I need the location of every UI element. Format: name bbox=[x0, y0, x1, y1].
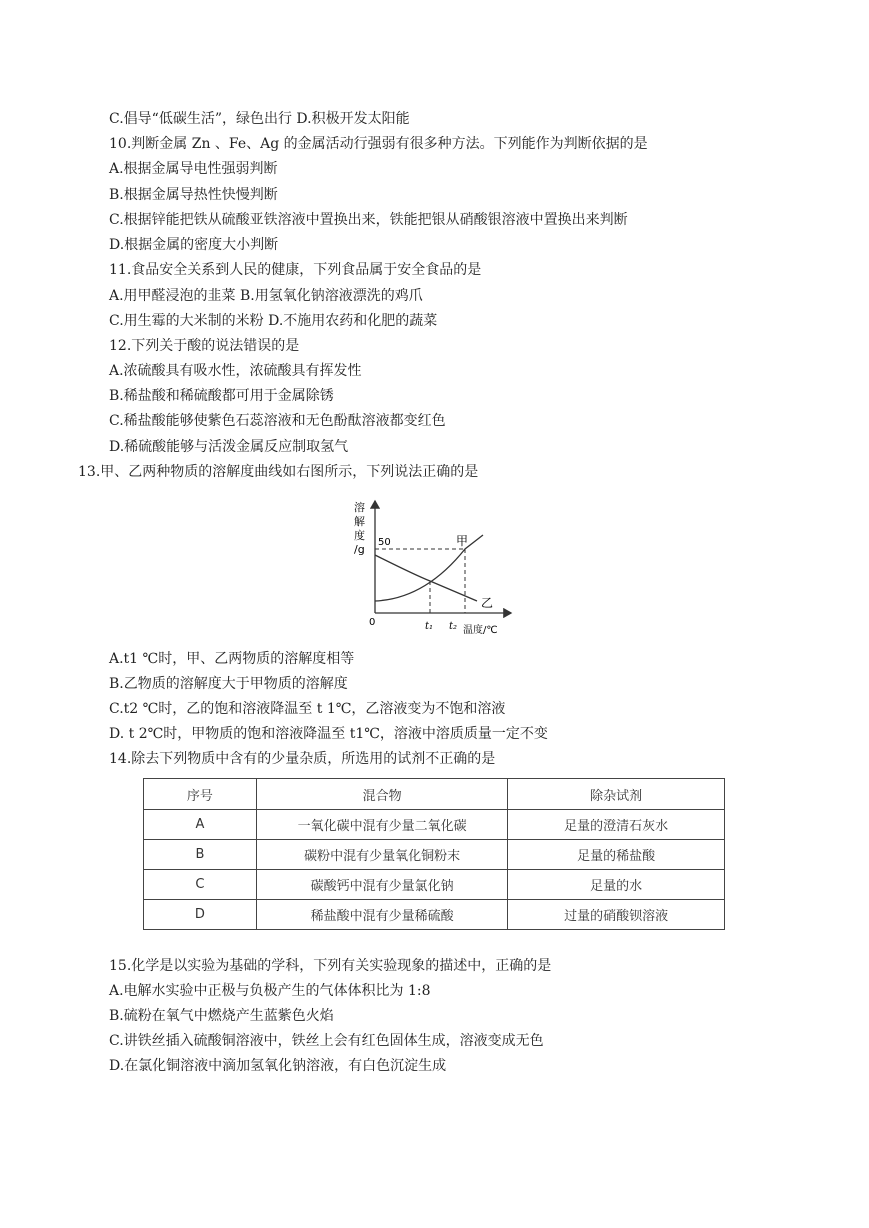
option-12c: C.稀盐酸能够使紫色石蕊溶液和无色酚酞溶液都变红色 bbox=[109, 413, 446, 429]
cell-index: C bbox=[144, 870, 257, 900]
cell-reagent: 足量的水 bbox=[508, 870, 725, 900]
table-row bbox=[144, 840, 725, 870]
cell-mixture: 稀盐酸中混有少量稀硫酸 bbox=[256, 900, 508, 930]
option-11ab: A.用甲醛浸泡的韭菜 B.用氢氧化钠溶液漂洗的鸡爪 bbox=[109, 288, 423, 304]
t2-label: t₂ bbox=[449, 621, 458, 632]
option-10c: C.根据锌能把铁从硫酸亚铁溶液中置换出来，铁能把银从硝酸银溶液中置换出来判断 bbox=[109, 212, 628, 228]
cell-reagent: 足量的澄清石灰水 bbox=[508, 810, 725, 840]
option-15b: B.硫粉在氧气中燃烧产生蓝紫色火焰 bbox=[109, 1008, 334, 1024]
question-11: 11.食品安全关系到人民的健康，下列食品属于安全食品的是 bbox=[109, 262, 482, 278]
y-label-4: /g bbox=[354, 543, 365, 556]
cell-index: A bbox=[144, 810, 257, 840]
table-row bbox=[144, 900, 725, 930]
label-yi: 乙 bbox=[481, 596, 494, 610]
t1-label: t₁ bbox=[425, 621, 434, 632]
table-row bbox=[144, 870, 725, 900]
y-tick-50: 50 bbox=[378, 537, 391, 548]
solubility-graph-svg bbox=[345, 495, 515, 643]
y-label-3: 度 bbox=[354, 529, 365, 542]
cell-mixture: 碳酸钙中混有少量氯化钠 bbox=[256, 870, 508, 900]
option-12a: A.浓硫酸具有吸水性，浓硫酸具有挥发性 bbox=[109, 363, 362, 379]
option-13a: A.t1 ℃时，甲、乙两物质的溶解度相等 bbox=[109, 651, 355, 667]
cell-reagent: 足量的稀盐酸 bbox=[508, 840, 725, 870]
option-12d: D.稀硫酸能够与活泼金属反应制取氢气 bbox=[109, 439, 349, 455]
table-row bbox=[144, 810, 725, 840]
option-12b: B.稀盐酸和稀硫酸都可用于金属除锈 bbox=[109, 388, 334, 404]
cell-mixture: 一氧化碳中混有少量二氧化碳 bbox=[256, 810, 508, 840]
curve-yi bbox=[375, 555, 477, 601]
reagent-table bbox=[143, 778, 725, 930]
y-label-2: 解 bbox=[354, 515, 365, 528]
y-label-1: 溶 bbox=[354, 501, 365, 514]
cell-index: B bbox=[144, 840, 257, 870]
header-index: 序号 bbox=[144, 779, 257, 810]
option-15a: A.电解水实验中正极与负极产生的气体体积比为 1:8 bbox=[109, 983, 431, 999]
option-10a: A.根据金属导电性强弱判断 bbox=[109, 161, 278, 177]
option-13c: C.t2 ℃时，乙的饱和溶液降温至 t 1℃，乙溶液变为不饱和溶液 bbox=[109, 701, 506, 717]
table-header-row bbox=[144, 779, 725, 810]
solubility-graph bbox=[345, 495, 515, 643]
cell-reagent: 过量的硝酸钡溶液 bbox=[508, 900, 725, 930]
header-mixture: 混合物 bbox=[256, 779, 508, 810]
option-13b: B.乙物质的溶解度大于甲物质的溶解度 bbox=[109, 676, 348, 692]
label-jia: 甲 bbox=[456, 534, 469, 548]
option-15c: C.讲铁丝插入硫酸铜溶液中，铁丝上会有红色固体生成，溶液变成无色 bbox=[109, 1033, 544, 1049]
question-14: 14.除去下列物质中含有的少量杂质，所选用的试剂不正确的是 bbox=[109, 751, 496, 767]
option-10d: D.根据金属的密度大小判断 bbox=[109, 237, 279, 253]
option-13d: D. t 2℃时，甲物质的饱和溶液降温至 t1℃，溶液中溶质质量一定不变 bbox=[109, 726, 548, 742]
question-15: 15.化学是以实验为基础的学科，下列有关实验现象的描述中，正确的是 bbox=[109, 958, 552, 974]
question-10: 10.判断金属 Zn 、Fe、Ag 的金属活动行强弱有很多种方法。下列能作为判断依据的是 bbox=[109, 136, 648, 152]
origin-label: 0 bbox=[369, 617, 376, 628]
cell-index: D bbox=[144, 900, 257, 930]
option-10b: B.根据金属导热性快慢判断 bbox=[109, 187, 278, 203]
text-line: C.倡导“低碳生活”，绿色出行 D.积极开发太阳能 bbox=[109, 111, 410, 127]
question-12: 12.下列关于酸的说法错误的是 bbox=[109, 338, 300, 354]
cell-mixture: 碳粉中混有少量氧化铜粉末 bbox=[256, 840, 508, 870]
option-15d: D.在氯化铜溶液中滴加氢氧化钠溶液，有白色沉淀生成 bbox=[109, 1058, 447, 1074]
question-13: 13.甲、乙两种物质的溶解度曲线如右图所示，下列说法正确的是 bbox=[78, 464, 479, 480]
option-11cd: C.用生霉的大米制的米粉 D.不施用农药和化肥的蔬菜 bbox=[109, 313, 438, 329]
header-reagent: 除杂试剂 bbox=[508, 779, 725, 810]
x-label: 温度/℃ bbox=[463, 625, 498, 636]
